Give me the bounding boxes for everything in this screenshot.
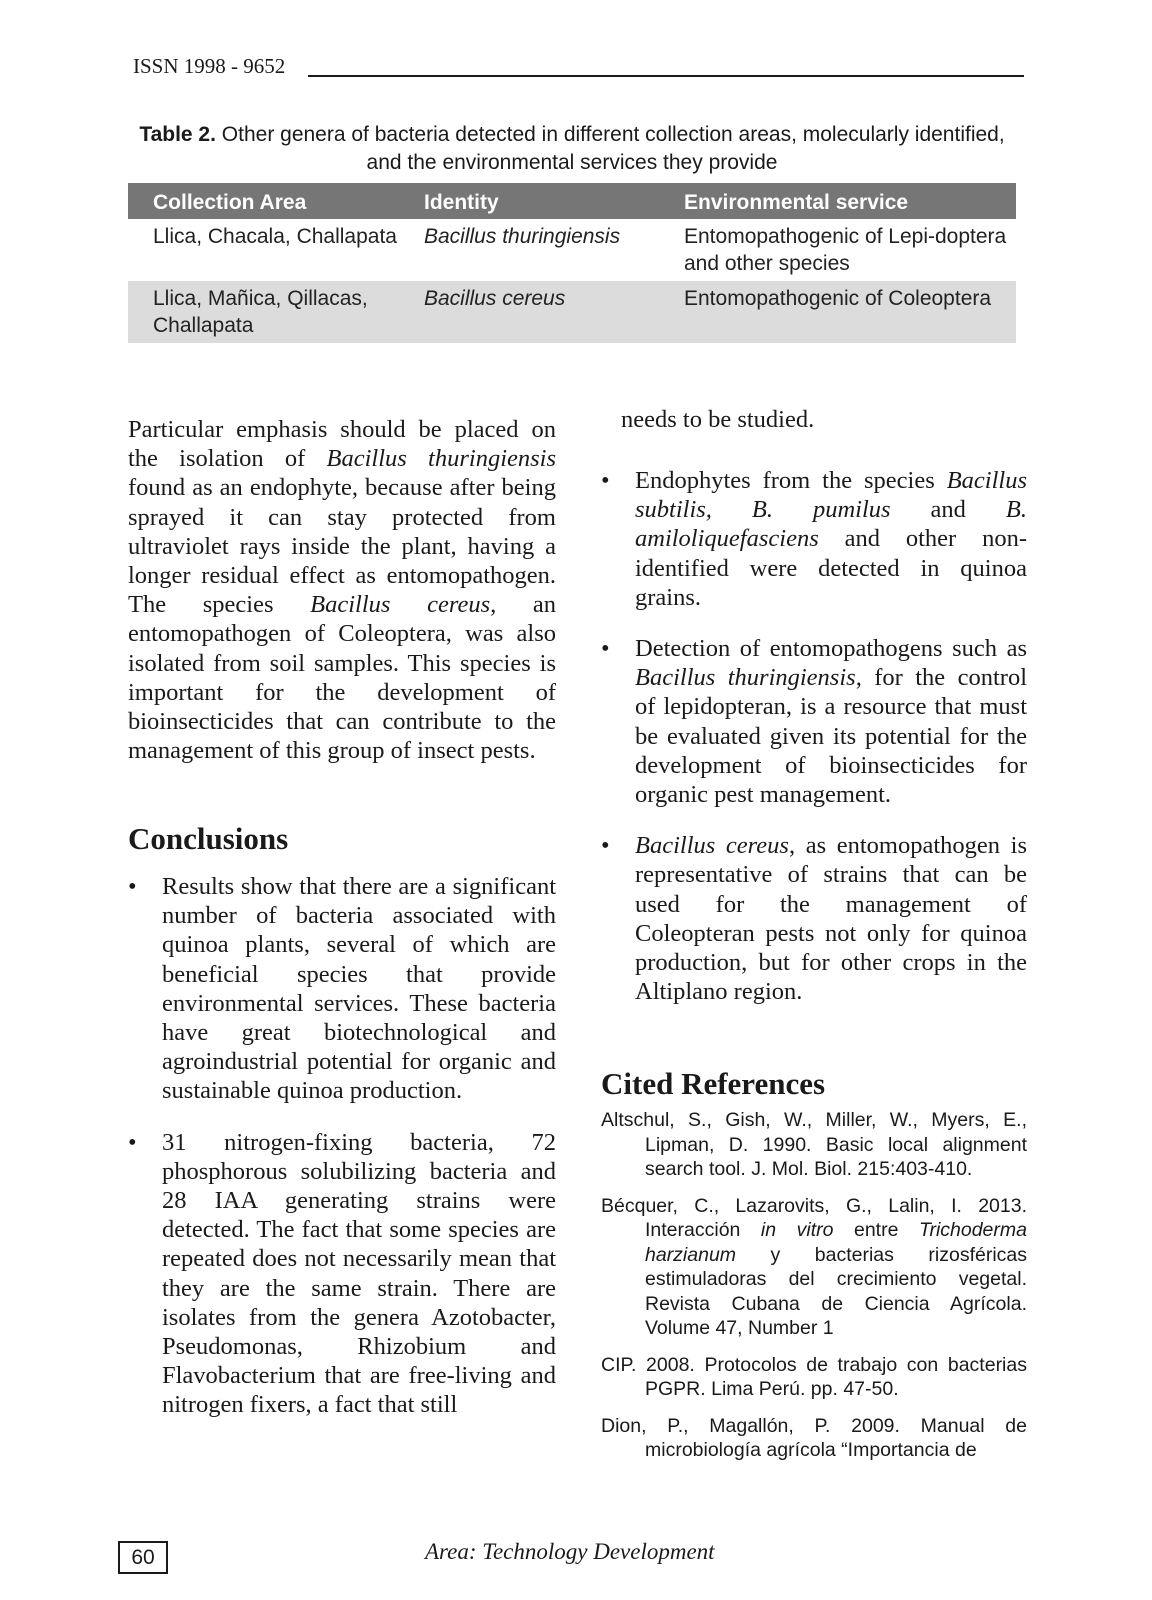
text-run: , as entomopathogen is representative of strains that can be used for the management of Coleopteran pests not only for quinoa production, but for other crops in the Altiplano region. [635, 832, 1027, 1006]
conclusions-list-left [128, 872, 556, 1442]
bacteria-table [128, 183, 1016, 343]
text-run: Bécquer, C., Lazarovits, G., Lalin, I. 2013. Interacción [601, 1194, 1027, 1241]
bullet-dot: • [601, 467, 610, 494]
table-caption-label: Table 2. [139, 123, 216, 146]
text-run: Endophytes from the species [635, 467, 947, 494]
species-name: Trichoderma harzianum [645, 1219, 1027, 1266]
cell-environmental-service: Entomopathogenic of Coleoptera [659, 281, 1016, 343]
cited-references-heading: Cited References [601, 1066, 826, 1101]
reference-entry: Altschul, S., Gish, W., Miller, W., Myers, E., Lipman, D. 1990. Basic local alignment search tool. J. Mol. Biol. 215:403-410. [601, 1109, 1027, 1180]
cell-collection-area: Llica, Mañica, Qillacas, Challapata [128, 281, 399, 343]
species-name: Bacillus thuringiensis [635, 664, 856, 692]
bullet-text: Results show that there are a significant number of bacteria associated with quinoa plants, several of which are beneficial species that provide environmental services. These bacteria have great biotechnological and agroindustrial potential for organic and sustainable quinoa production. [162, 873, 556, 1105]
species-name: B. amiloliquefasciens [635, 496, 1028, 553]
continued-text: needs to be studied. [621, 406, 815, 433]
column-header-identity: Identity [399, 183, 659, 219]
text-run: found as an endophyte, because after being sprayed it can stay protected from ultraviolet rays inside the plant, having a longer residual effect as entomopathogen. The species [128, 474, 556, 619]
text-run: y bacterias rizosféricas estimuladoras del crecimiento vegetal. Revista Cubana de Ciencia Agrícola. Volume 47, Number 1 [645, 1243, 1027, 1339]
text-run: Particular emphasis should be placed on the isolation of [128, 416, 556, 473]
text-run: Detection of entomopathogens such as [635, 635, 1027, 663]
bullet-text: 31 nitrogen-fixing bacteria, 72 phosphorous solubilizing bacteria and 28 IAA generating strains were detected. The fact that some species are repeated does not necessarily mean that they are the same strain. There are isolates from the genera Azotobacter, Pseudomonas, Rhizobium and Flavobacterium that are free-living and nitrogen fixers, a fact that still [162, 1128, 556, 1419]
conclusion-bullet [601, 466, 1027, 612]
column-header-collection-area: Collection Area [128, 183, 399, 219]
conclusion-bullet [601, 634, 1027, 809]
species-name: Bacillus cereus, [310, 591, 497, 619]
text-run: , for the control of lepidopteran, is a resource that must be evaluated given its potential for the development of bioinsecticides for organic pest management. [635, 664, 1027, 809]
table-caption [128, 121, 1016, 177]
bullet-dot: • [601, 635, 610, 663]
reference-entry [601, 1194, 1027, 1341]
conclusions-heading: Conclusions [128, 821, 289, 856]
text-run: an entomopathogen of Coleoptera, was also isolated from soil samples. This species is important for the development of bioinsecticides that can contribute to the management of this group of insect pests. [128, 591, 557, 765]
table-row [128, 281, 1016, 343]
issn-header: ISSN 1998 - 9652 [133, 54, 286, 78]
species-name: Bacillus subtilis, B. pumilus [635, 467, 1027, 524]
discussion-text [128, 415, 556, 765]
conclusion-bullet [128, 872, 556, 1106]
reference-entry: CIP. 2008. Protocolos de trabajo con bacterias PGPR. Lima Perú. pp. 47-50. [601, 1353, 1027, 1400]
conclusion-bullet [601, 831, 1027, 1006]
text-run: and [890, 496, 1006, 524]
conclusions-list-right [601, 466, 1027, 1028]
text-run: entre [833, 1219, 919, 1241]
cell-collection-area: Llica, Chacala, Challapata [153, 225, 397, 248]
cell-identity: Bacillus thuringiensis [424, 225, 621, 248]
conclusion-bullet [128, 1128, 556, 1420]
footer-area-label: Area: Technology Development [425, 1539, 715, 1564]
table-caption-text: Other genera of bacteria detected in different collection areas, molecularly identified, and the environmental services they provide [215, 123, 1005, 174]
bullet-continuation [601, 405, 1027, 434]
references-list [601, 1108, 1027, 1475]
bullet-dot: • [128, 873, 137, 900]
cell-environmental-service: Entomopathogenic of Lepi-doptera and other species [684, 225, 1007, 275]
bullet-dot: • [128, 1128, 137, 1156]
column-header-environmental-service: Environmental service [659, 183, 1016, 219]
discussion-paragraph [128, 415, 556, 765]
species-name: Bacillus thuringiensis [326, 445, 557, 473]
italic-term: in vitro [760, 1219, 834, 1241]
page-number: 60 [118, 1541, 168, 1574]
bullet-dot: • [601, 832, 610, 860]
cell-identity: Bacillus cereus [399, 281, 659, 343]
table-row [128, 219, 1016, 281]
header-rule [308, 75, 1024, 77]
reference-entry: Dion, P., Magallón, P. 2009. Manual de microbiología agrícola “Importancia de [601, 1414, 1027, 1461]
text-run: and other non-identified were detected in quinoa grains. [635, 525, 1027, 611]
table-header-row [128, 183, 1016, 219]
species-name: Bacillus cereus [635, 832, 789, 860]
